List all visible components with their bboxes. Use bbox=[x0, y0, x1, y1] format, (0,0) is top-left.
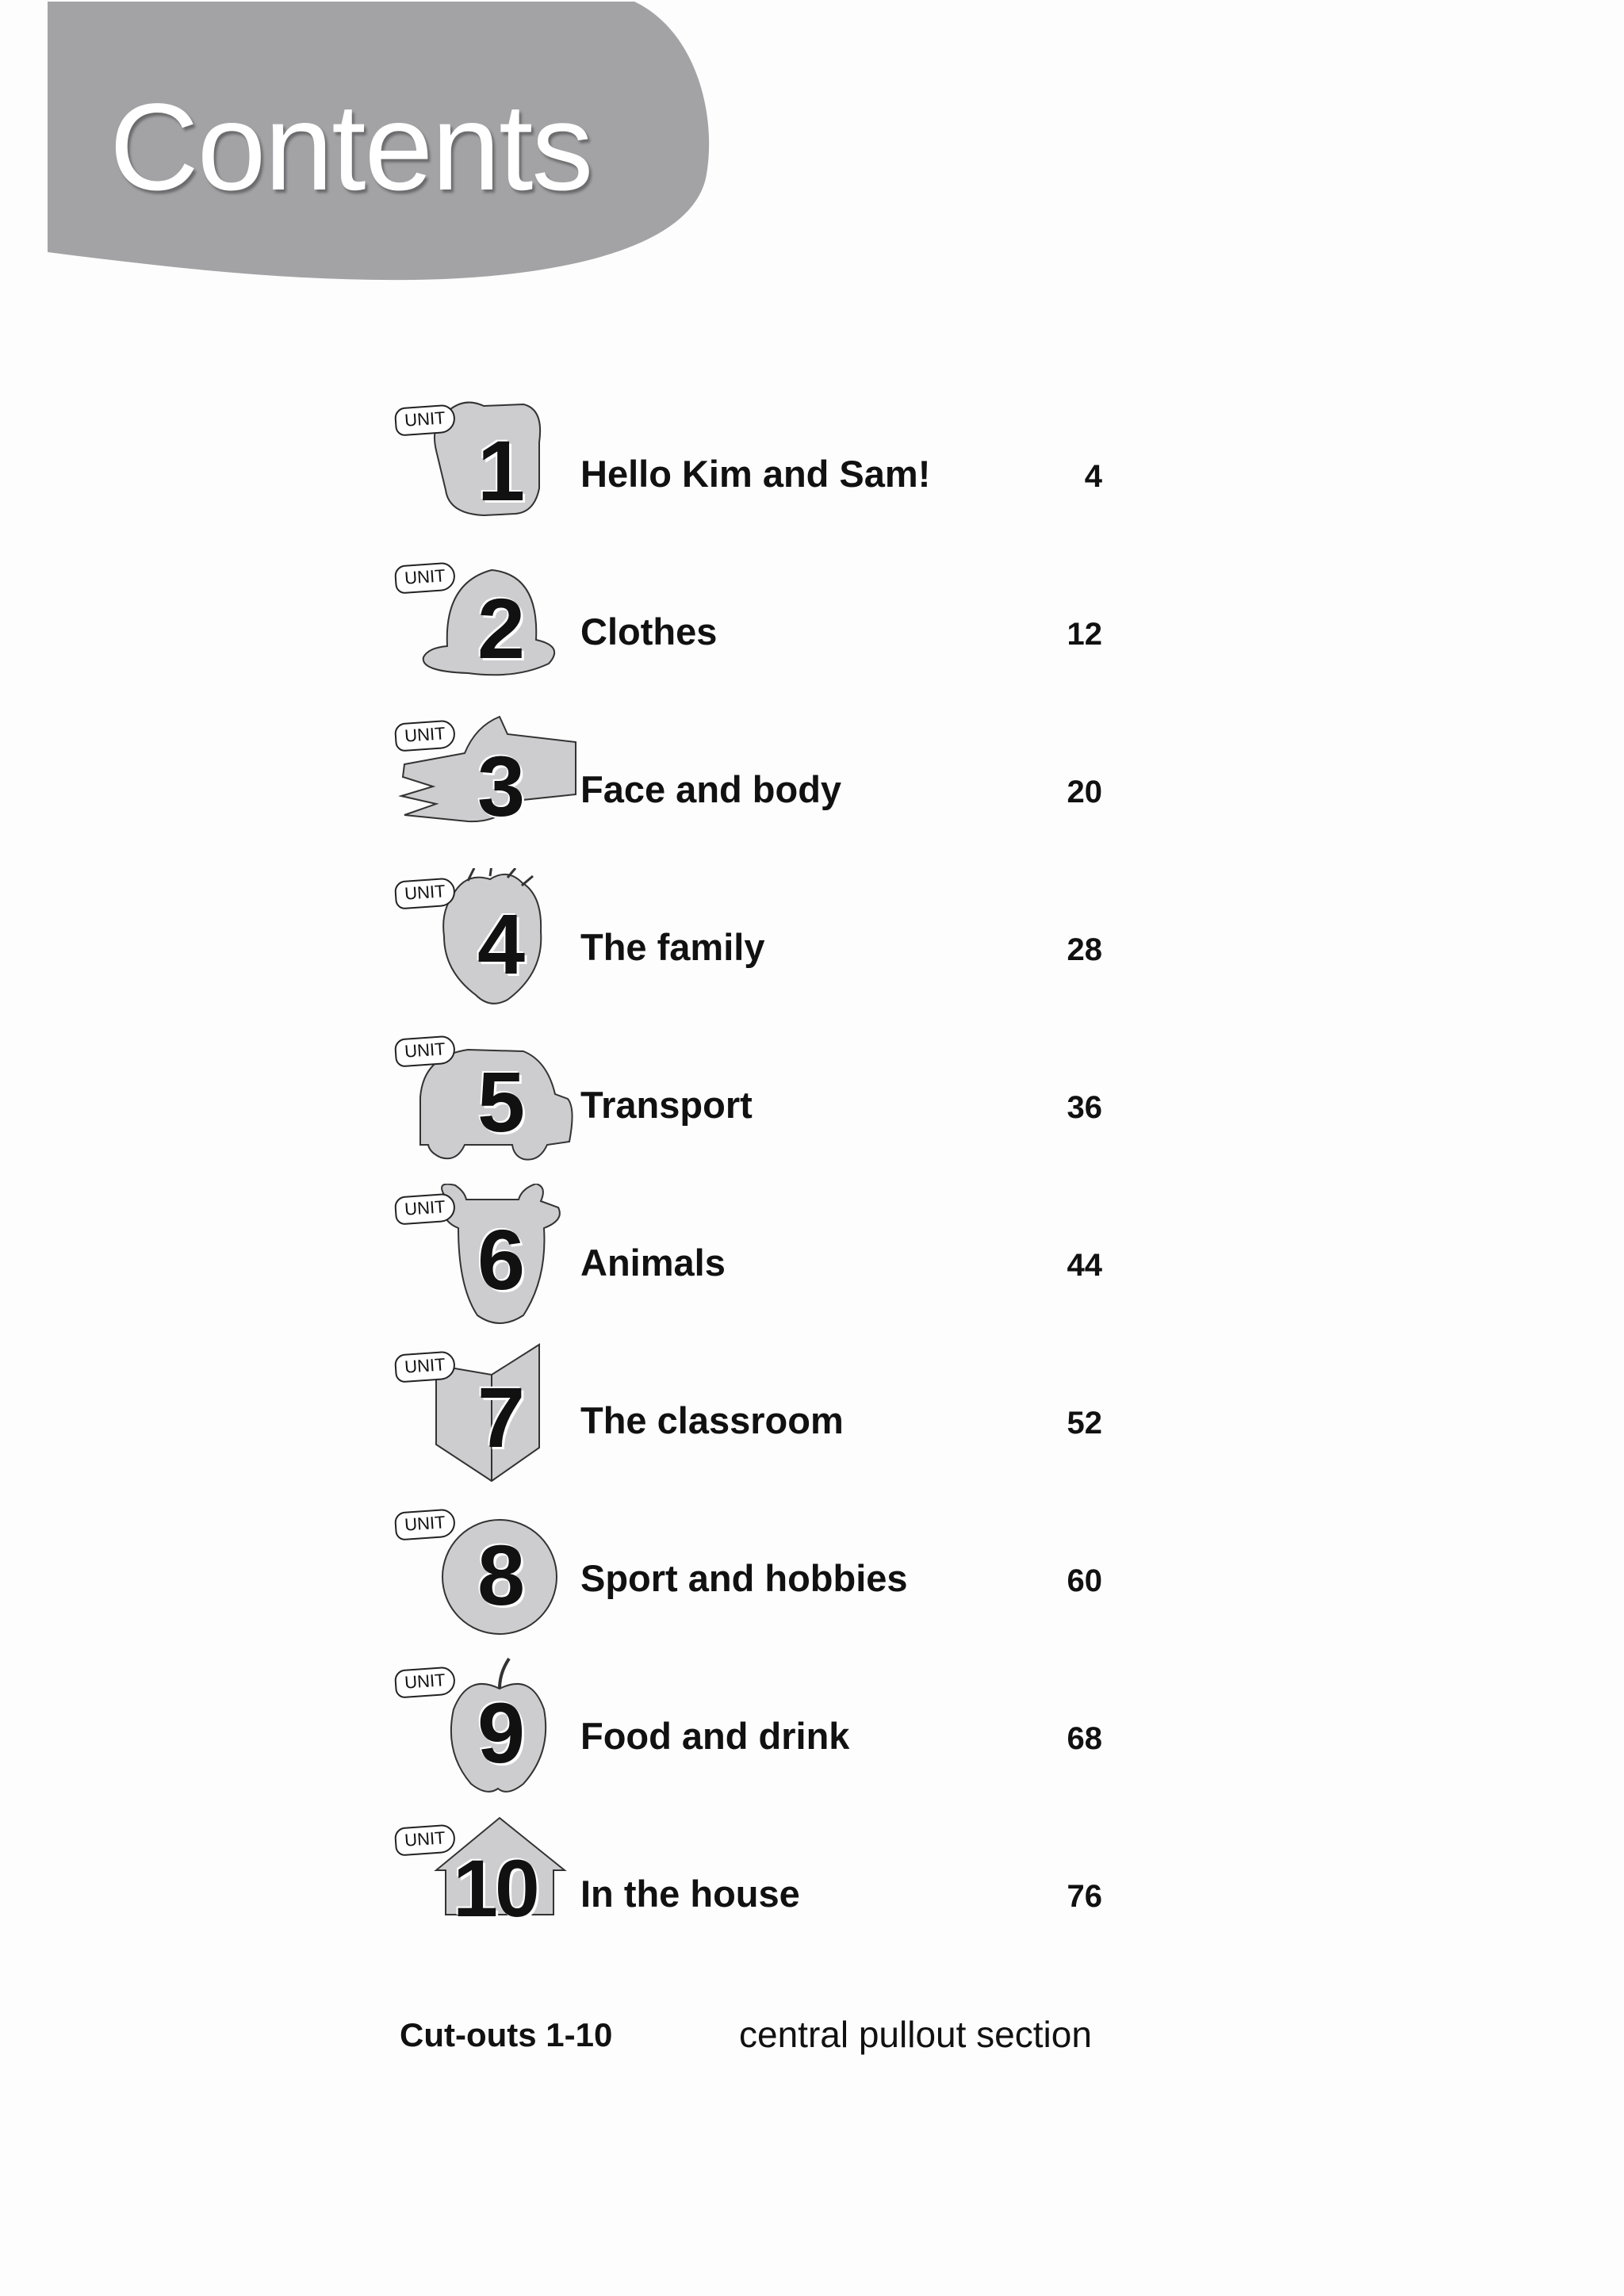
unit-badge bbox=[389, 1815, 579, 1973]
unit-title: Sport and hobbies bbox=[580, 1557, 908, 1599]
unit-badge bbox=[389, 395, 579, 553]
unit-title: Hello Kim and Sam! bbox=[580, 453, 931, 495]
unit-number: 10 bbox=[453, 1843, 537, 1934]
unit-badge bbox=[389, 553, 579, 711]
unit-number: 2 bbox=[477, 580, 526, 676]
page-title: Contents bbox=[109, 78, 592, 216]
unit-number: 6 bbox=[477, 1211, 526, 1307]
unit-badge bbox=[389, 1657, 579, 1816]
unit-badge bbox=[389, 1184, 579, 1342]
unit-page: 36 bbox=[1067, 1090, 1102, 1125]
unit-row[interactable] bbox=[389, 553, 1182, 711]
unit-row[interactable] bbox=[389, 395, 1182, 553]
unit-badge bbox=[389, 1341, 579, 1500]
unit-tag: UNIT bbox=[394, 1192, 456, 1225]
unit-title: Face and body bbox=[580, 768, 842, 810]
unit-number: 8 bbox=[477, 1527, 526, 1623]
unit-title: Transport bbox=[580, 1084, 753, 1126]
unit-tag: UNIT bbox=[394, 1035, 456, 1067]
unit-number: 5 bbox=[477, 1054, 526, 1150]
unit-row[interactable] bbox=[389, 868, 1182, 1027]
unit-tag: UNIT bbox=[394, 877, 456, 909]
unit-row[interactable] bbox=[389, 1341, 1182, 1500]
unit-row[interactable] bbox=[389, 1657, 1182, 1816]
unit-tag: UNIT bbox=[394, 561, 456, 594]
unit-page: 60 bbox=[1067, 1563, 1102, 1598]
unit-row[interactable] bbox=[389, 710, 1182, 869]
unit-number: 3 bbox=[477, 738, 526, 834]
unit-title: The classroom bbox=[580, 1399, 844, 1441]
unit-tag: UNIT bbox=[394, 1823, 456, 1856]
unit-row[interactable] bbox=[389, 1499, 1182, 1658]
unit-page: 76 bbox=[1067, 1879, 1102, 1914]
unit-number: 9 bbox=[477, 1685, 526, 1781]
unit-badge bbox=[389, 1499, 579, 1658]
unit-title: In the house bbox=[580, 1873, 800, 1915]
unit-page: 4 bbox=[1084, 459, 1102, 494]
unit-row[interactable] bbox=[389, 1184, 1182, 1342]
unit-tag: UNIT bbox=[394, 1508, 456, 1540]
unit-row[interactable] bbox=[389, 1815, 1182, 1973]
unit-title: Clothes bbox=[580, 610, 718, 652]
unit-page: 52 bbox=[1067, 1406, 1102, 1441]
unit-badge bbox=[389, 710, 579, 869]
unit-number: 7 bbox=[477, 1369, 526, 1465]
unit-page: 12 bbox=[1067, 617, 1102, 652]
unit-page: 44 bbox=[1067, 1248, 1102, 1283]
unit-title: The family bbox=[580, 926, 765, 968]
unit-page: 68 bbox=[1067, 1721, 1102, 1756]
unit-title: Animals bbox=[580, 1242, 726, 1284]
unit-tag: UNIT bbox=[394, 404, 456, 436]
unit-tag: UNIT bbox=[394, 1666, 456, 1698]
unit-page: 20 bbox=[1067, 775, 1102, 809]
unit-badge bbox=[389, 868, 579, 1027]
unit-tag: UNIT bbox=[394, 719, 456, 752]
unit-title: Food and drink bbox=[580, 1715, 850, 1757]
unit-tag: UNIT bbox=[394, 1350, 456, 1383]
cutouts-location: central pullout section bbox=[739, 2014, 1092, 2055]
unit-number: 4 bbox=[477, 896, 526, 992]
unit-badge bbox=[389, 1026, 579, 1184]
unit-page: 28 bbox=[1067, 932, 1102, 967]
cutouts-label: Cut-outs 1-10 bbox=[400, 2016, 613, 2053]
unit-row[interactable] bbox=[389, 1026, 1182, 1184]
unit-number: 1 bbox=[477, 423, 526, 519]
